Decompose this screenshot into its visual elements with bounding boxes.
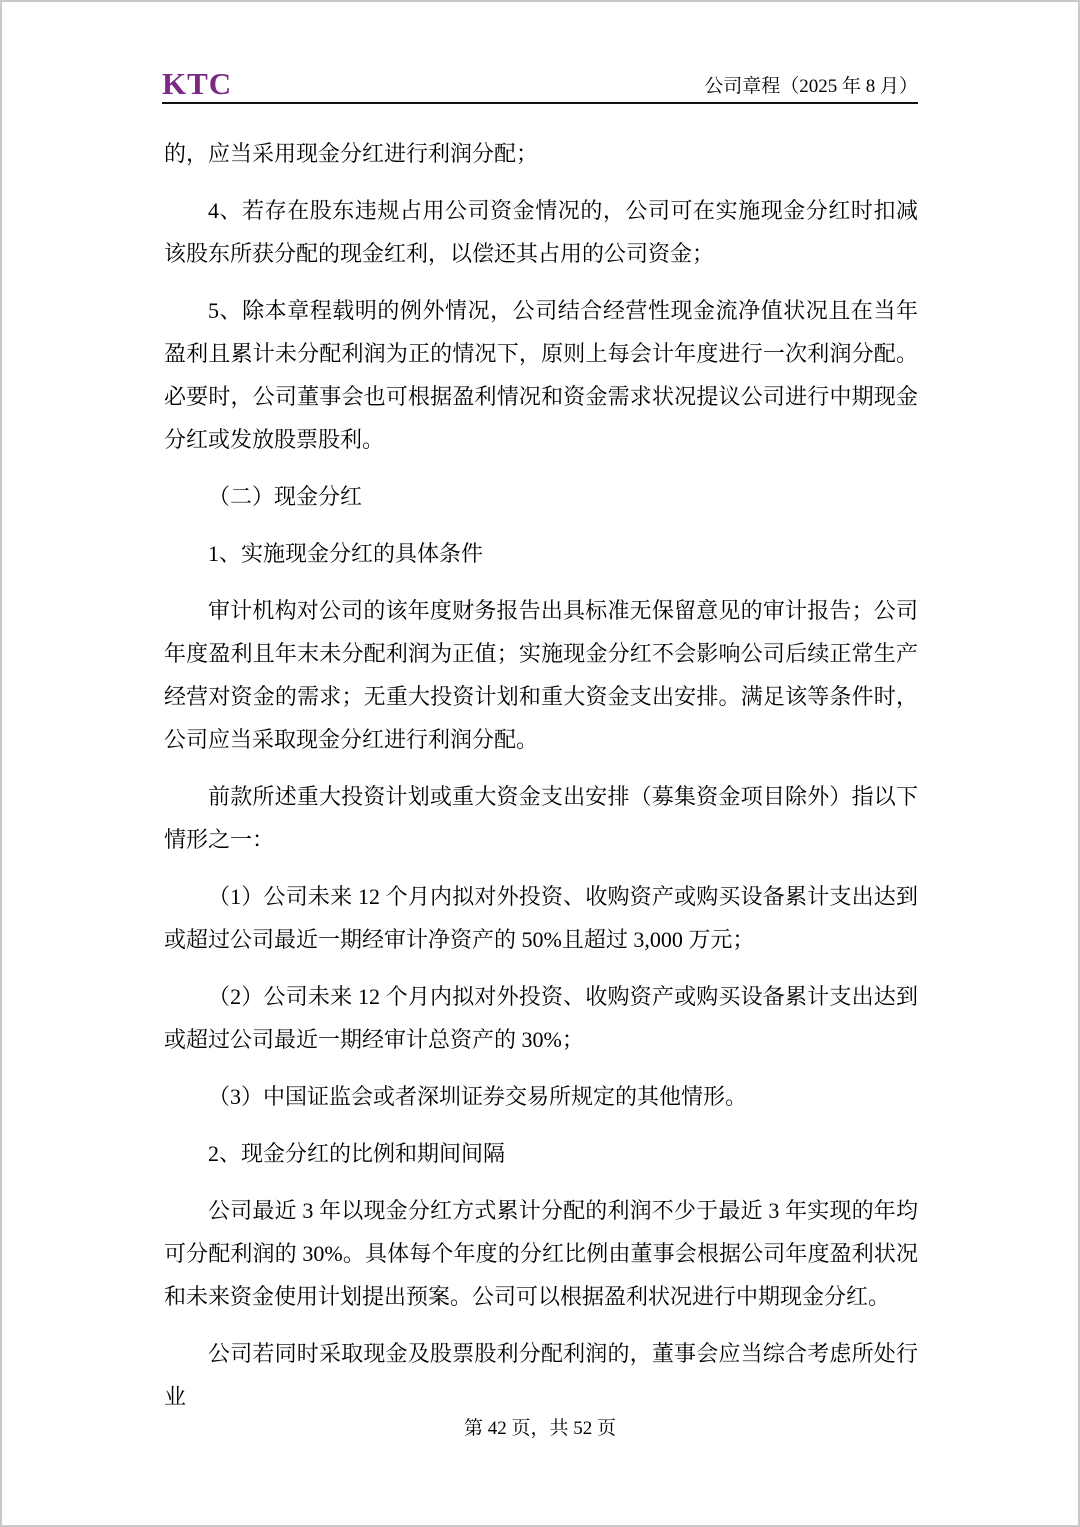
paragraph: （二）现金分红	[208, 484, 363, 509]
paragraph: （2）公司未来 12 个月内拟对外投资、收购资产或购买设备累计支出达到或超过公司最近一期经审计总资产的 30%；	[164, 984, 918, 1052]
header-doc-title: 公司章程（2025 年 8 月）	[704, 76, 918, 97]
paragraph: 1、实施现金分红的具体条件	[208, 541, 484, 566]
paragraph: 前款所述重大投资计划或重大资金支出安排（募集资金项目除外）指以下情形之一：	[164, 784, 918, 852]
paragraph: 公司最近 3 年以现金分红方式累计分配的利润不少于最近 3 年实现的年均可分配利润的 30%。具体每个年度的分红比例由董事会根据公司年度盈利状况和未来资金使用计划提出预案。公司可以根据盈利状况进行中期现金分红。	[164, 1198, 918, 1309]
paragraph: 2、现金分红的比例和期间间隔	[208, 1141, 506, 1166]
document-body	[164, 132, 918, 1418]
paragraph: （3）中国证监会或者深圳证券交易所规定的其他情形。	[208, 1084, 748, 1109]
paragraph: 4、若存在股东违规占用公司资金情况的，公司可在实施现金分红时扣减该股东所获分配的现金红利，以偿还其占用的公司资金；	[164, 198, 918, 266]
page-header	[162, 2, 918, 104]
page-number: 第 42 页，共 52 页	[463, 1418, 616, 1440]
paragraph: 5、除本章程载明的例外情况，公司结合经营性现金流净值状况且在当年盈利且累计未分配利润为正的情况下，原则上每会计年度进行一次利润分配。必要时，公司董事会也可根据盈利情况和资金需求状况提议公司进行中期现金分红或发放股票股利。	[164, 298, 918, 452]
paragraph: 公司若同时采取现金及股票股利分配利润的，董事会应当综合考虑所处行业	[164, 1341, 918, 1409]
paragraph: 审计机构对公司的该年度财务报告出具标准无保留意见的审计报告；公司年度盈利且年末未分配利润为正值；实施现金分红不会影响公司后续正常生产经营对资金的需求；无重大投资计划和重大资金支出安排。满足该等条件时，公司应当采取现金分红进行利润分配。	[164, 598, 918, 752]
ktc-logo: KTC	[162, 66, 233, 101]
page-footer	[2, 1418, 1078, 1441]
paragraph: （1）公司未来 12 个月内拟对外投资、收购资产或购买设备累计支出达到或超过公司最近一期经审计净资产的 50%且超过 3,000 万元；	[164, 884, 918, 952]
paragraph: 的，应当采用现金分红进行利润分配；	[164, 141, 539, 166]
